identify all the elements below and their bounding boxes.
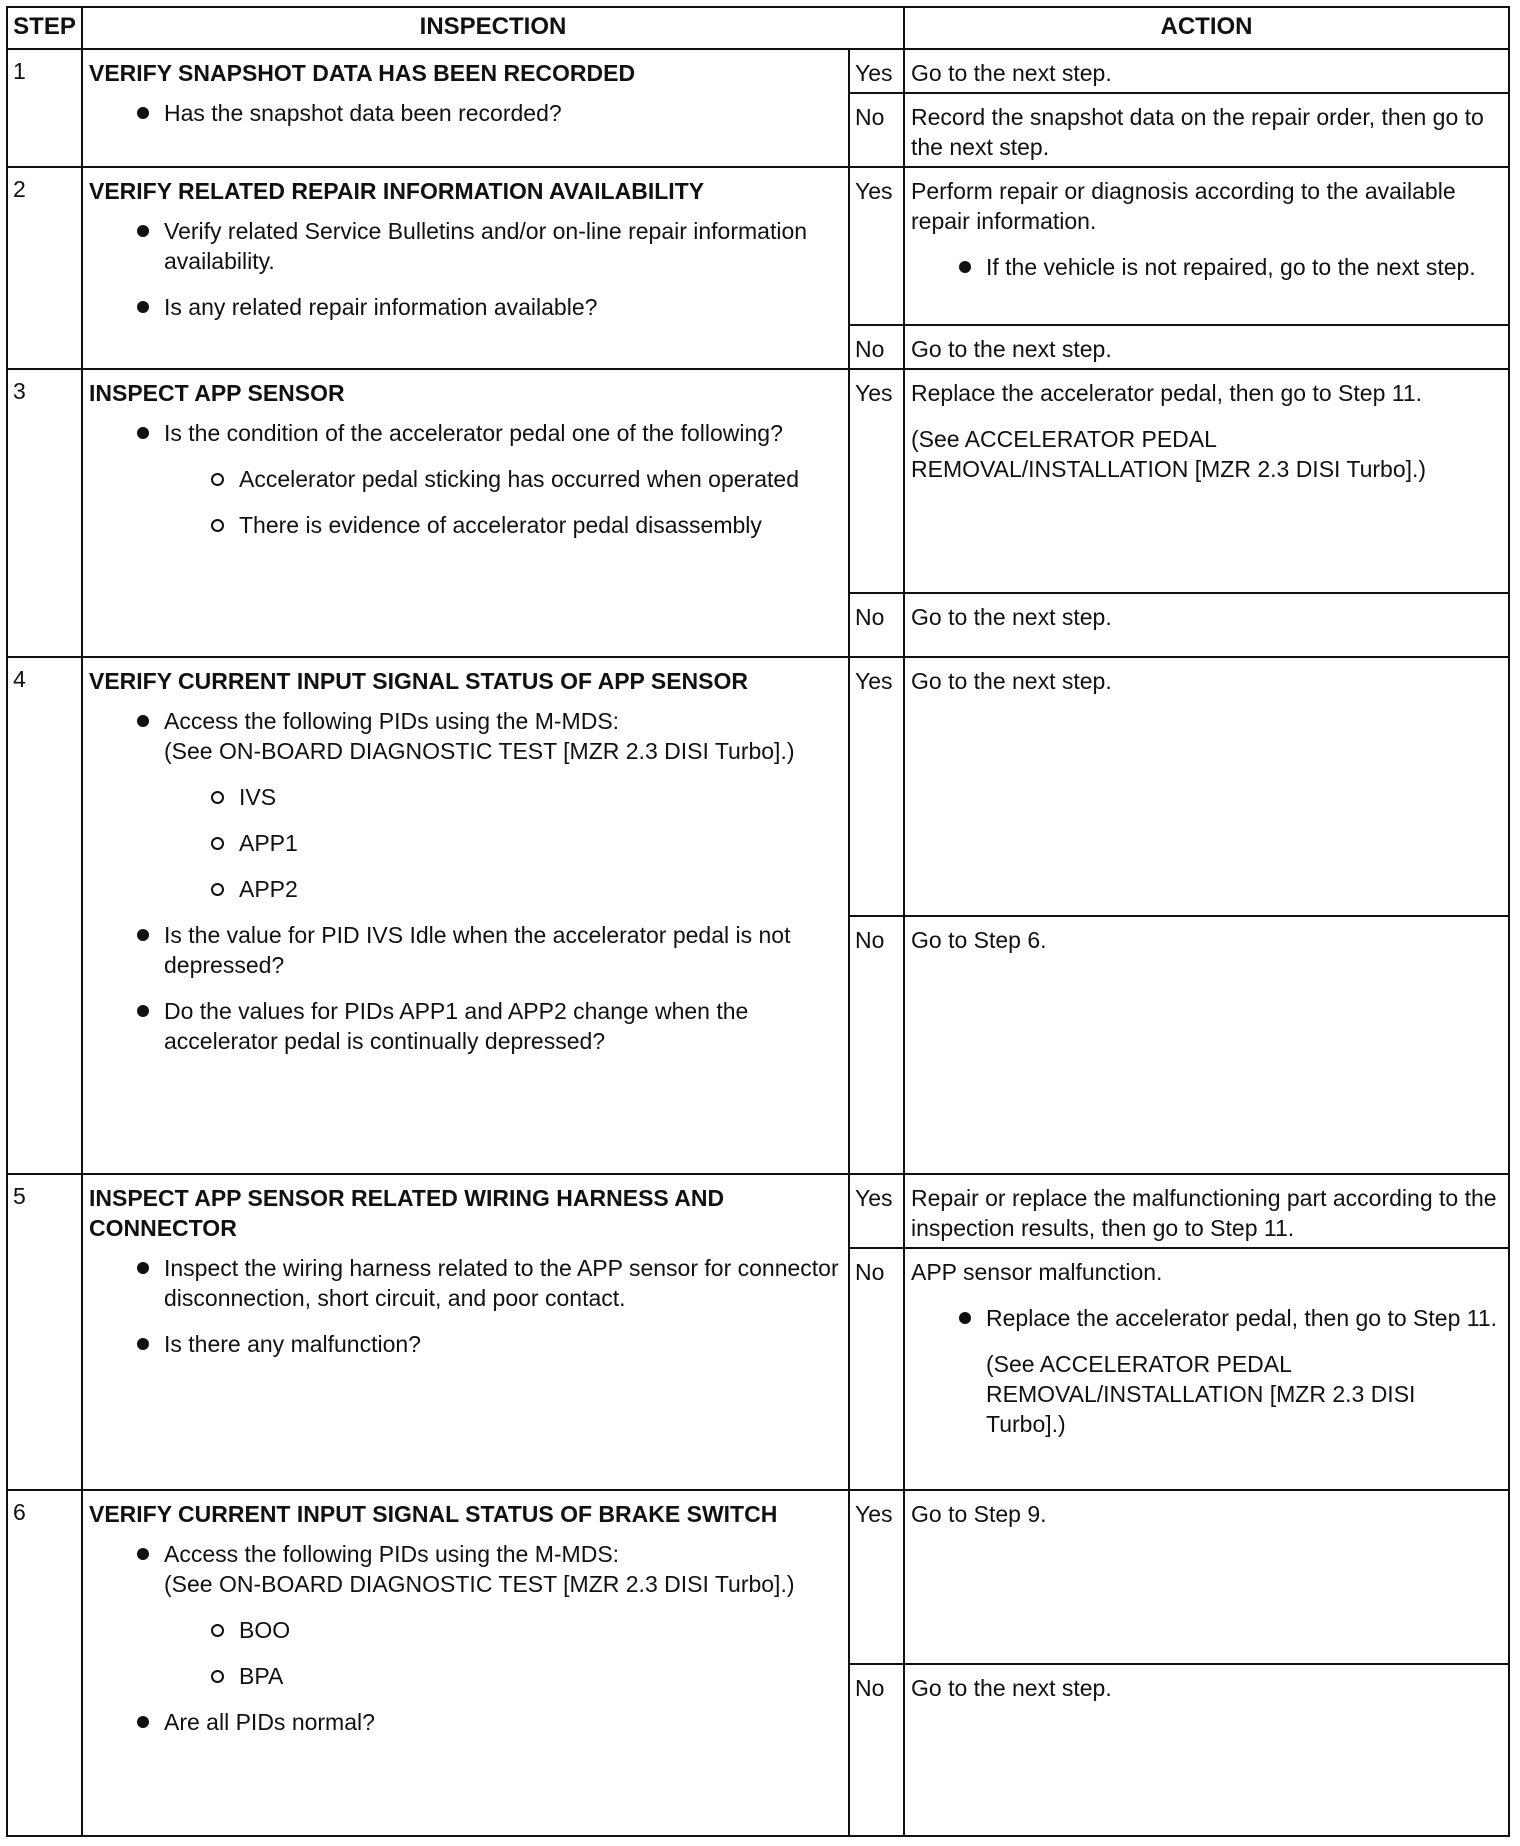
header-inspection: INSPECTION <box>82 7 904 49</box>
pid-item: BPA <box>89 1661 840 1691</box>
step-title: VERIFY CURRENT INPUT SIGNAL STATUS OF APP SENSOR <box>89 668 748 694</box>
step-number: 1 <box>7 49 82 167</box>
no-action: Go to the next step. <box>904 1664 1509 1836</box>
sub-bullet-item: Accelerator pedal sticking has occurred when operated <box>89 464 840 494</box>
no-label: No <box>849 593 904 657</box>
no-action: APP sensor malfunction. <box>911 1259 1163 1285</box>
header-step: STEP <box>7 7 82 49</box>
inspection-cell <box>82 1174 849 1490</box>
procedure-table <box>6 6 1510 1837</box>
step-4-yes-row <box>7 657 1509 916</box>
no-label: No <box>849 916 904 1174</box>
step-number: 3 <box>7 369 82 657</box>
bullet-item: Is the value for PID IVS Idle when the accelerator pedal is not depressed? <box>89 920 840 980</box>
sub-bullet-item: There is evidence of accelerator pedal disassembly <box>89 510 840 540</box>
yes-label: Yes <box>849 369 904 593</box>
bullet-item: Has the snapshot data been recorded? <box>89 98 840 128</box>
bullet-item: Is there any malfunction? <box>89 1329 840 1359</box>
step-3-yes-row <box>7 369 1509 593</box>
yes-action-reference: (See ACCELERATOR PEDAL REMOVAL/INSTALLATION [MZR 2.3 DISI Turbo].) <box>911 426 1427 482</box>
pid-item: IVS <box>89 782 840 812</box>
bullet-item: Inspect the wiring harness related to the APP sensor for connector disconnection, short circuit, and poor contact. <box>89 1253 840 1313</box>
header-action: ACTION <box>904 7 1509 49</box>
inspection-cell <box>82 369 849 657</box>
inspection-cell <box>82 49 849 167</box>
yes-action: Go to the next step. <box>904 49 1509 93</box>
no-action-bullet: Replace the accelerator pedal, then go to Step 11. <box>911 1303 1498 1333</box>
diagnostic-procedure-table <box>6 6 1508 1837</box>
step-title: VERIFY RELATED REPAIR INFORMATION AVAILABILITY <box>89 178 705 204</box>
step-5-yes-row <box>7 1174 1509 1248</box>
yes-label: Yes <box>849 167 904 325</box>
step-title: INSPECT APP SENSOR <box>89 380 345 406</box>
no-action: Record the snapshot data on the repair order, then go to the next step. <box>904 93 1509 167</box>
inspection-cell <box>82 167 849 369</box>
no-action: Go to the next step. <box>904 325 1509 369</box>
bullet-item: Access the following PIDs using the M-MDS: <box>89 1539 840 1569</box>
yes-label: Yes <box>849 657 904 916</box>
step-number: 4 <box>7 657 82 1174</box>
yes-action: Replace the accelerator pedal, then go to Step 11. <box>911 380 1423 406</box>
yes-action: Repair or replace the malfunctioning part according to the inspection results, then go to Step 11. <box>904 1174 1509 1248</box>
bullet-item: Access the following PIDs using the M-MDS: <box>89 706 840 736</box>
yes-action: Go to the next step. <box>904 657 1509 916</box>
step-number: 6 <box>7 1490 82 1836</box>
reference-text: (See ON-BOARD DIAGNOSTIC TEST [MZR 2.3 DISI Turbo].) <box>164 1571 795 1597</box>
bullet-item: Are all PIDs normal? <box>89 1707 840 1737</box>
no-action-cell <box>904 1248 1509 1490</box>
no-label: No <box>849 1664 904 1836</box>
pid-item: BOO <box>89 1615 840 1645</box>
no-action: Go to the next step. <box>904 593 1509 657</box>
yes-label: Yes <box>849 1174 904 1248</box>
no-label: No <box>849 325 904 369</box>
yes-action: Go to Step 9. <box>904 1490 1509 1664</box>
yes-action: Perform repair or diagnosis according to the available repair information. <box>911 178 1456 234</box>
pid-item: APP2 <box>89 874 840 904</box>
inspection-cell <box>82 657 849 1174</box>
step-number: 5 <box>7 1174 82 1490</box>
yes-action-cell <box>904 167 1509 325</box>
no-action: Go to Step 6. <box>904 916 1509 1174</box>
step-6-yes-row <box>7 1490 1509 1664</box>
step-number: 2 <box>7 167 82 369</box>
step-title: INSPECT APP SENSOR RELATED WIRING HARNESS AND CONNECTOR <box>89 1185 725 1241</box>
yes-action-cell <box>904 369 1509 593</box>
yes-label: Yes <box>849 1490 904 1664</box>
step-2-yes-row <box>7 167 1509 325</box>
yes-action-bullet: If the vehicle is not repaired, go to the next step. <box>911 252 1498 282</box>
no-label: No <box>849 93 904 167</box>
bullet-item: Verify related Service Bulletins and/or on-line repair information availability. <box>89 216 840 276</box>
pid-item: APP1 <box>89 828 840 858</box>
no-label: No <box>849 1248 904 1490</box>
reference-text: (See ON-BOARD DIAGNOSTIC TEST [MZR 2.3 DISI Turbo].) <box>164 738 795 764</box>
no-action-reference: (See ACCELERATOR PEDAL REMOVAL/INSTALLATION [MZR 2.3 DISI Turbo].) <box>986 1351 1416 1437</box>
inspection-cell <box>82 1490 849 1836</box>
bullet-item: Is any related repair information available? <box>89 292 840 322</box>
yes-label: Yes <box>849 49 904 93</box>
step-title: VERIFY SNAPSHOT DATA HAS BEEN RECORDED <box>89 60 636 86</box>
step-1-yes-row <box>7 49 1509 93</box>
step-title: VERIFY CURRENT INPUT SIGNAL STATUS OF BRAKE SWITCH <box>89 1501 778 1527</box>
header-row <box>7 7 1509 49</box>
bullet-item: Do the values for PIDs APP1 and APP2 change when the accelerator pedal is continually depressed? <box>89 996 840 1056</box>
bullet-item: Is the condition of the accelerator pedal one of the following? <box>89 418 840 448</box>
